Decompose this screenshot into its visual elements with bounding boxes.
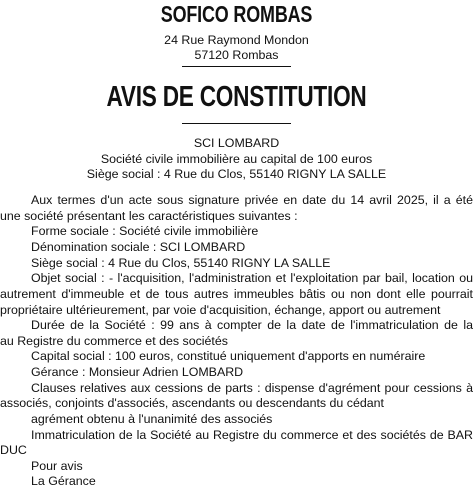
body-line: Forme sociale : Société civile immobilière [31, 224, 259, 238]
body-line: une société présentant les caractéristiques suivantes : [0, 209, 298, 223]
body-line: Siège social : 4 Rue du Clos, 55140 RIGNY LA SALLE [31, 256, 331, 270]
body-line: Immatriculation de la Société au Registre du commerce et des sociétés de BAR [31, 428, 473, 442]
company-city-line: 57120 Rombas [194, 48, 279, 62]
body-line: Gérance : Monsieur Adrien LOMBARD [31, 365, 244, 379]
body-line: Pour avis [31, 459, 83, 473]
body-line: associés, conjoints d'associés, ascendants ou descendants du cédant [0, 396, 384, 410]
sci-registered-office: Siège social : 4 Rue du Clos, 55140 RIGNY LA SALLE [86, 167, 387, 181]
body-line: agrément obtenu à l'unanimité des associés [31, 412, 273, 426]
company-title: SOFICO ROMBAS [160, 1, 313, 27]
body-line: Dénomination sociale : SCI LOMBARD [31, 240, 246, 254]
body-line: Aux termes d'un acte sous signature privée en date du 14 avril 2025, il a été [31, 193, 473, 207]
body-line: Capital social : 100 euros, constitué uniquement d'apports en numéraire [31, 349, 426, 363]
body-line: Objet social : - l'acquisition, l'administration et l'exploitation par bail, location ou [31, 271, 473, 285]
body-line: Durée de la Société : 99 ans à compter de la date de l'immatriculation de la [31, 318, 473, 332]
company-address-line: 24 Rue Raymond Mondon [164, 33, 309, 47]
sci-description: Société civile immobilière au capital de 100 euros [100, 152, 373, 166]
body-line: DUC [0, 443, 27, 457]
body-line: autrement d'immeuble et de tous autres immeubles bâtis ou non dont elle pourrait [0, 287, 473, 301]
body-line: au Registre du commerce et des sociétés [0, 334, 228, 348]
body-line: Clauses relatives aux cessions de parts : dispense d'agrément pour cessions à [31, 381, 473, 395]
notice-title: AVIS DE CONSTITUTION [106, 81, 367, 113]
body-line: propriétaire ultérieurement, par voie d'acquisition, échange, apport ou autrement [0, 303, 441, 317]
sci-name: SCI LOMBARD [193, 136, 280, 150]
title-divider [182, 123, 291, 124]
body-line: La Gérance [31, 474, 96, 488]
header-divider [182, 66, 291, 67]
